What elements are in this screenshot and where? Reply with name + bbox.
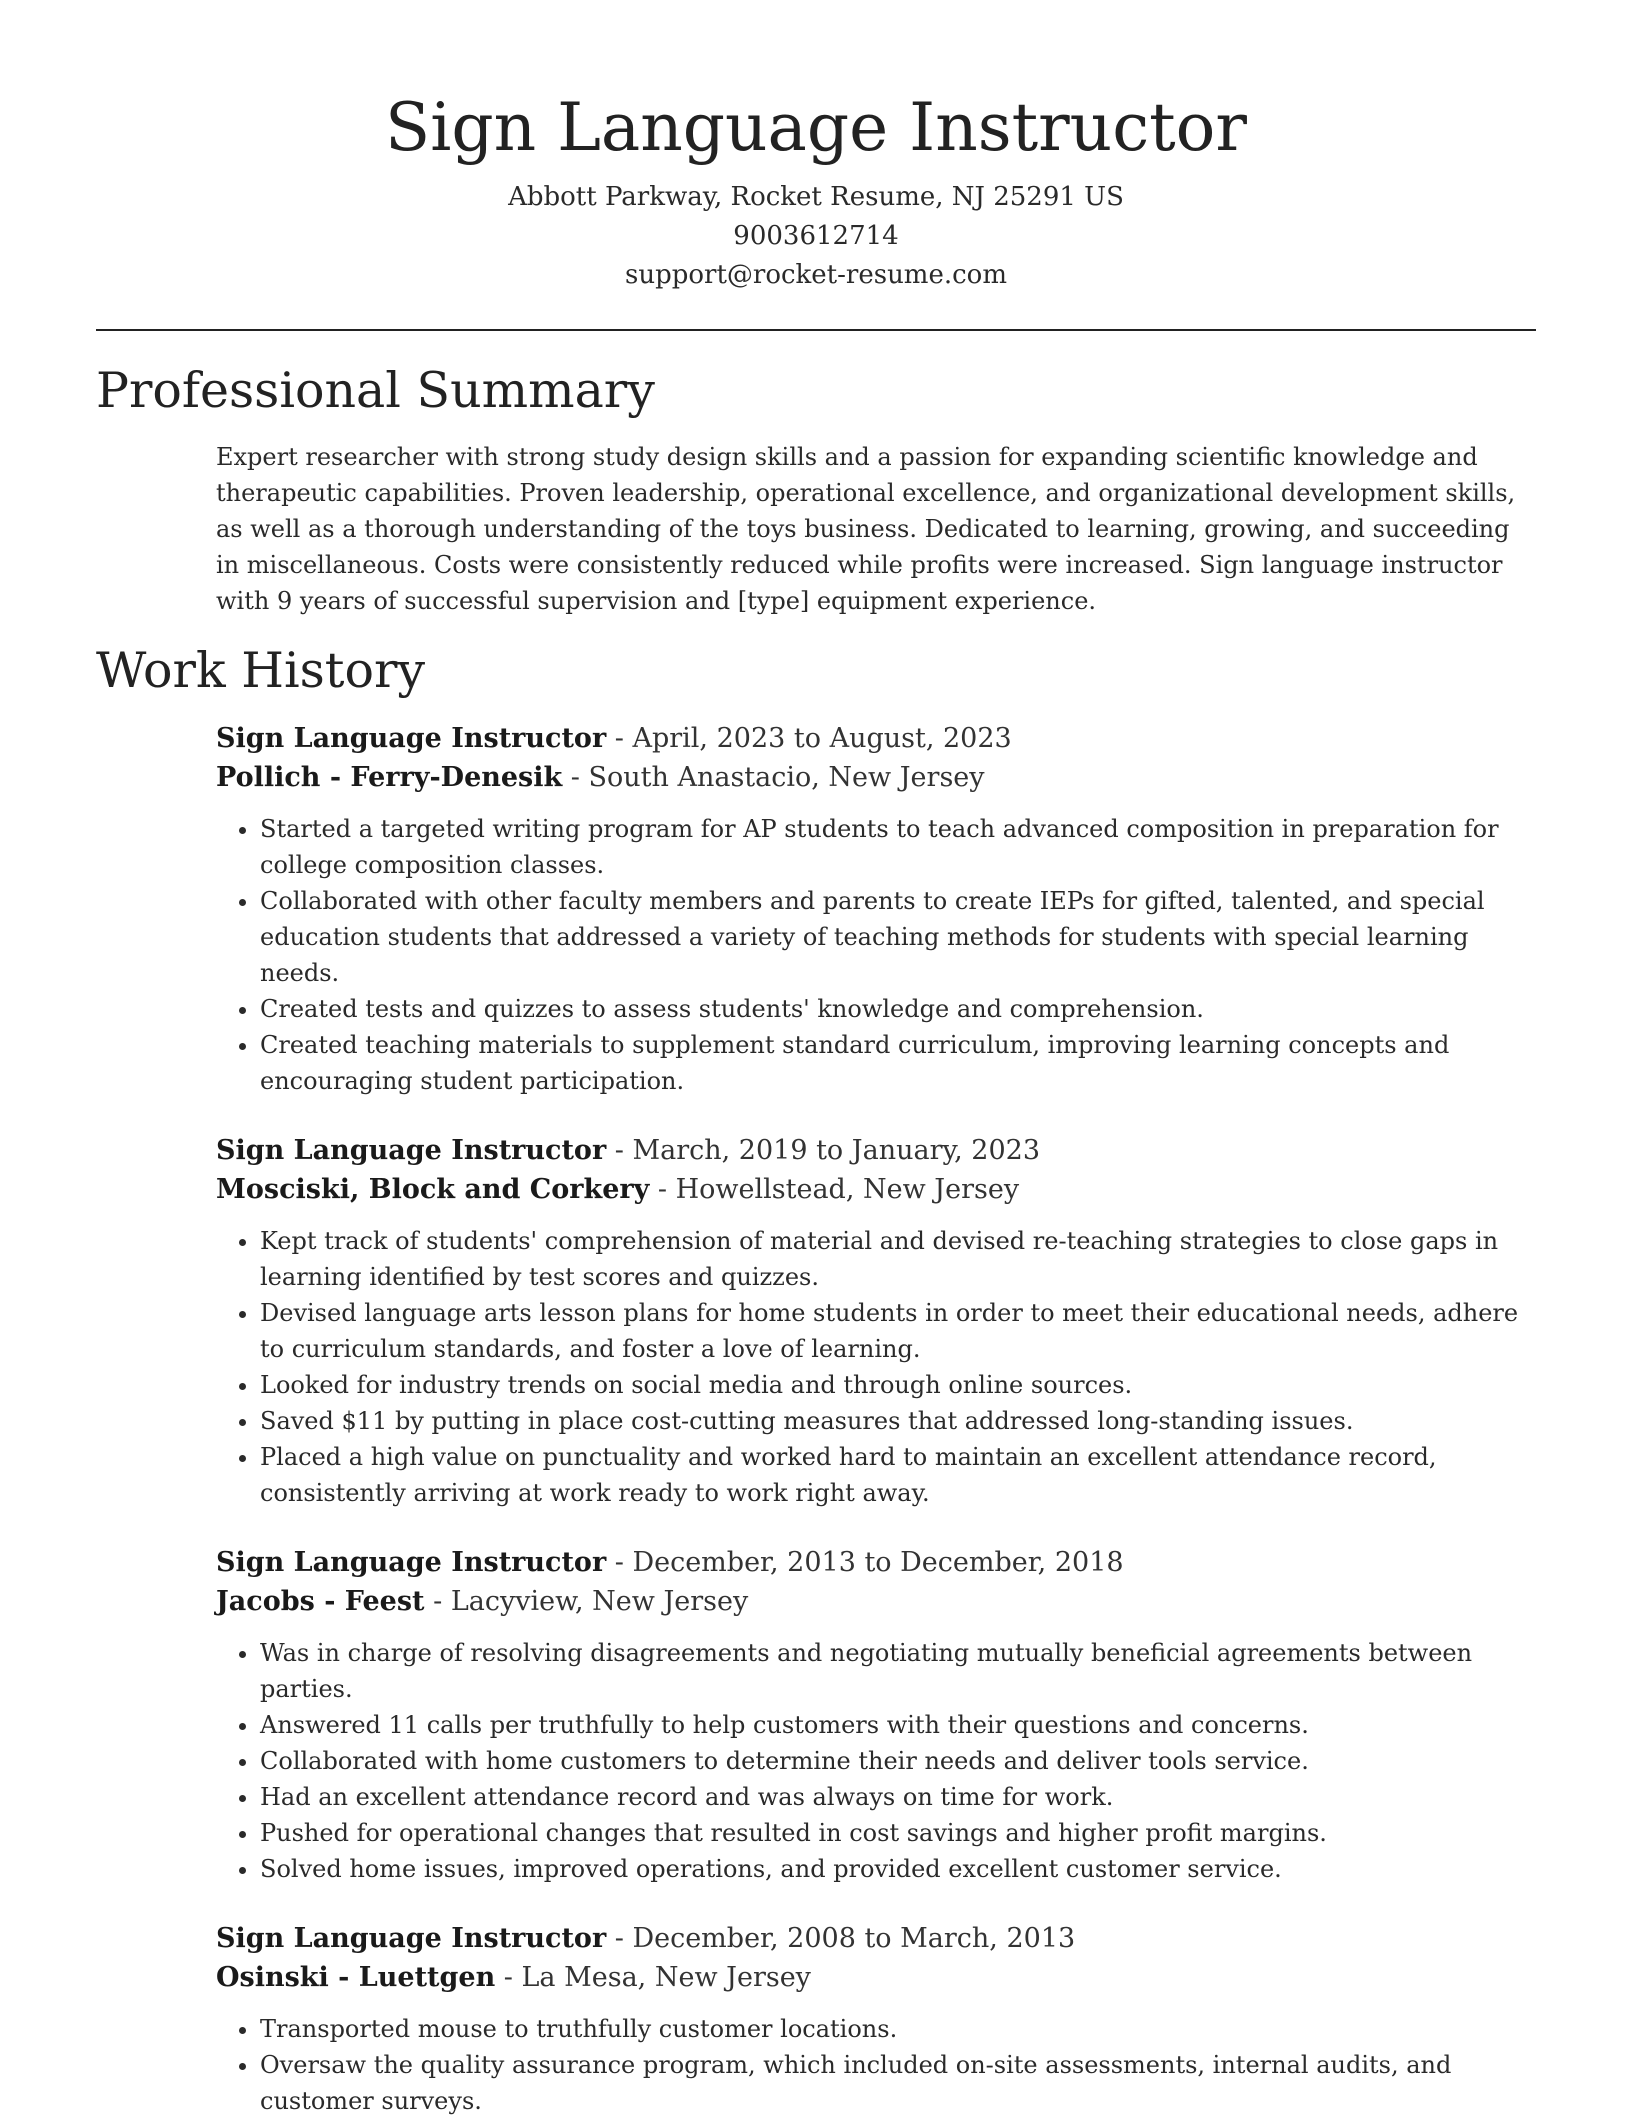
job-role: Sign Language Instructor	[216, 723, 607, 754]
job-bullet: • Created teaching materials to supplement standard curriculum, improving learning concepts and encouraging student participation.	[260, 1027, 1536, 1099]
work-history-heading: Work History	[96, 642, 426, 699]
job-bullet: • Collaborated with home customers to determine their needs and deliver tools service.	[260, 1743, 1536, 1779]
contact-address: Abbott Parkway, Rocket Resume, NJ 25291 US	[508, 182, 1124, 212]
job-entry	[216, 1543, 1536, 1887]
job-bullet: • Solved home issues, improved operations, and provided excellent customer service.	[260, 1851, 1536, 1887]
job-entry	[216, 1131, 1536, 1511]
job-location: - Howellstead, New Jersey	[649, 1174, 1020, 1205]
resume-page	[96, 0, 1536, 2119]
job-bullets	[216, 1223, 1536, 1511]
job-dates: - April, 2023 to August, 2023	[606, 723, 1012, 754]
job-title-line	[216, 719, 1536, 758]
job-entry	[216, 719, 1536, 1099]
job-bullets	[216, 811, 1536, 1099]
job-bullet: • Created tests and quizzes to assess students' knowledge and comprehension.	[260, 991, 1536, 1027]
job-bullet: • Answered 11 calls per truthfully to help customers with their questions and concerns.	[260, 1707, 1536, 1743]
job-company-line	[216, 1958, 1536, 1997]
job-company: Mosciski, Block and Corkery	[216, 1174, 650, 1205]
job-role: Sign Language Instructor	[216, 1547, 607, 1578]
job-bullet: • Pushed for operational changes that resulted in cost savings and higher profit margins.	[260, 1815, 1536, 1851]
job-dates: - March, 2019 to January, 2023	[606, 1135, 1041, 1166]
job-location: - Lacyview, New Jersey	[424, 1586, 749, 1617]
job-location: - La Mesa, New Jersey	[495, 1962, 811, 1993]
contact-info	[96, 178, 1536, 295]
job-bullet: • Oversaw the quality assurance program, which included on-site assessments, internal audits, and customer surveys.	[260, 2047, 1536, 2119]
resume-header	[96, 0, 1536, 295]
job-bullet: • Saved $11 by putting in place cost-cutting measures that addressed long-standing issues.	[260, 1403, 1536, 1439]
job-role: Sign Language Instructor	[216, 1135, 607, 1166]
job-title-line	[216, 1131, 1536, 1170]
job-company: Osinski - Luettgen	[216, 1962, 496, 1993]
header-divider	[96, 329, 1536, 331]
contact-phone: 9003612714	[733, 221, 899, 251]
job-company-line	[216, 1170, 1536, 1209]
job-entry	[216, 1919, 1536, 2119]
job-bullet: • Started a targeted writing program for AP students to teach advanced composition in preparation for college composition classes.	[260, 811, 1536, 883]
job-company: Jacobs - Feest	[216, 1586, 425, 1617]
job-title-line	[216, 1543, 1536, 1582]
job-bullets	[216, 2011, 1536, 2119]
job-company-line	[216, 1582, 1536, 1621]
candidate-name: Sign Language Instructor	[385, 89, 1247, 166]
job-bullet: • Looked for industry trends on social media and through online sources.	[260, 1367, 1536, 1403]
job-role: Sign Language Instructor	[216, 1923, 607, 1954]
job-location: - South Anastacio, New Jersey	[562, 762, 985, 793]
job-company: Pollich - Ferry-Denesik	[216, 762, 563, 793]
job-dates: - December, 2013 to December, 2018	[606, 1547, 1124, 1578]
job-bullet: • Devised language arts lesson plans for home students in order to meet their educational needs, adhere to curriculum standards, and foster a love of learning.	[260, 1295, 1536, 1367]
job-company-line	[216, 758, 1536, 797]
contact-email: support@rocket-resume.com	[624, 260, 1007, 290]
job-bullet: • Placed a high value on punctuality and worked hard to maintain an excellent attendance record, consistently arriving at work ready to work right away.	[260, 1439, 1536, 1511]
job-bullet: • Transported mouse to truthfully customer locations.	[260, 2011, 1536, 2047]
job-bullet: • Kept track of students' comprehension of material and devised re-teaching strategies to close gaps in learning identified by test scores and quizzes.	[260, 1223, 1536, 1295]
job-bullets	[216, 1635, 1536, 1887]
summary-text: Expert researcher with strong study design skills and a passion for expanding scientific knowledge and therapeutic capabilities. Proven leadership, operational excellence, and organizational development skills, as well as a thorough understanding of the toys business. Dedicated to learning, growing, and succeeding in miscellaneous. Costs were consistently reduced while profits were increased. Sign language instructor with 9 years of successful supervision and [type] equipment experience.	[216, 443, 1516, 615]
job-bullet: • Collaborated with other faculty members and parents to create IEPs for gifted, talented, and special education students that addressed a variety of teaching methods for students with special learning needs.	[260, 883, 1536, 991]
job-title-line	[216, 1919, 1536, 1958]
work-history-list	[96, 719, 1536, 2119]
summary-heading: Professional Summary	[96, 362, 655, 419]
job-dates: - December, 2008 to March, 2013	[606, 1923, 1076, 1954]
job-bullet: • Had an excellent attendance record and was always on time for work.	[260, 1779, 1536, 1815]
job-bullet: • Was in charge of resolving disagreements and negotiating mutually beneficial agreements between parties.	[260, 1635, 1536, 1707]
